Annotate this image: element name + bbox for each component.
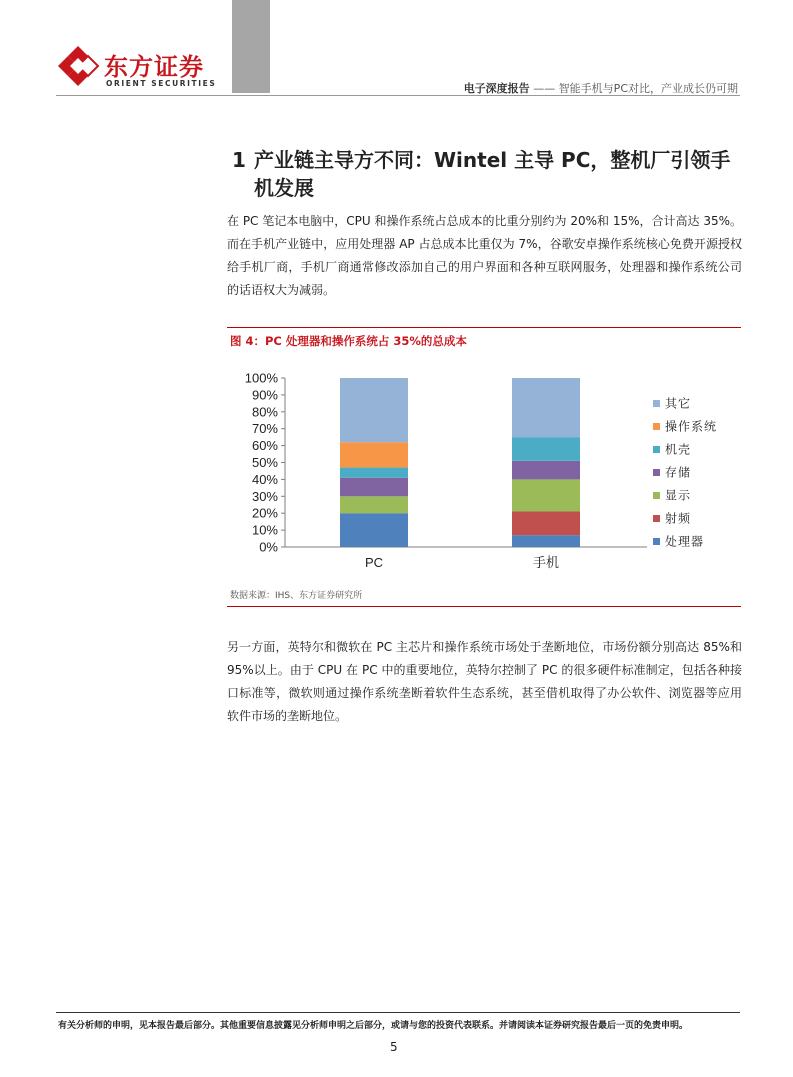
figure-title: 图 4：PC 处理器和操作系统占 35%的总成本 [230,334,467,348]
legend-swatch [653,400,660,407]
legend-label: 机壳 [665,442,692,457]
x-category-label: PC [364,555,384,570]
figure-source: 数据来源：IHS、东方证券研究所 [230,591,363,601]
y-tick-label: 50% [251,455,278,470]
y-tick-label: 70% [251,421,278,437]
section-title: 产业链主导方不同：Wintel 主导 PC，整机厂引领手机发展 [254,148,731,200]
y-tick-label: 80% [251,404,278,420]
legend-swatch [653,515,660,522]
legend-swatch [653,446,660,453]
bar-segment-1-其它 [512,378,580,437]
legend-swatch [653,492,660,499]
page-number: 5 [390,1040,398,1054]
legend-swatch [653,423,660,430]
paragraph-1: 在 PC 笔记本电脑中，CPU 和操作系统占总成本的比重分别约为 20%和 15%，合计高达 35%。而在手机产业链中，应用处理器 AP 占总成本比重仅为 7%，谷歌安卓操作系统核心免费开源授权给手机厂商，手机厂商通常修改添加自己的用户界面和各种互联网服务，处理器和操作系统公司的话语权大为减弱。 [227,214,742,297]
bar-segment-1-显示 [512,479,580,511]
y-tick-label: 20% [251,505,278,521]
legend-label: 射频 [665,511,692,526]
report-header [464,80,738,96]
legend-label: 显示 [665,488,692,503]
bar-segment-1-机壳 [512,437,580,461]
y-tick-label: 10% [251,522,278,538]
bar-segment-0-操作系统 [340,442,408,467]
y-tick-label: 100% [244,370,278,386]
footer-divider [56,1012,740,1013]
legend-swatch [653,538,660,545]
x-category-label: 手机 [532,555,560,570]
section-heading [232,146,742,202]
bar-segment-0-处理器 [340,513,408,547]
bar-segment-0-机壳 [340,468,408,478]
legend-label: 处理器 [665,534,705,549]
report-type: 电子深度报告 [463,82,530,95]
y-tick-label: 40% [251,471,278,487]
figure-top-rule [227,327,741,328]
y-tick-label: 30% [251,488,278,504]
bar-segment-0-其它 [340,378,408,442]
section-number: 1 [232,148,246,172]
report-title: —— 智能手机与PC对比，产业成长仍可期 [533,82,738,95]
legend-label: 操作系统 [665,419,718,434]
figure-bottom-rule [227,606,741,607]
bar-segment-1-处理器 [512,535,580,547]
y-tick-label: 60% [251,438,278,454]
logo-english-name: ORIENT SECURITIES [106,79,217,88]
logo-mark-icon [56,44,100,88]
bar-segment-0-显示 [340,496,408,513]
legend-swatch [653,469,660,476]
header-decor-bar [232,0,270,93]
company-logo [56,44,216,92]
legend-label: 其它 [665,396,692,411]
y-tick-label: 0% [259,539,278,555]
stacked-bar-chart [227,360,737,582]
paragraph-2: 另一方面，英特尔和微软在 PC 主芯片和操作系统市场处于垄断地位，市场份额分别高达 85%和 95%以上。由于 CPU 在 PC 中的重要地位，英特尔控制了 PC 的很多硬件标准制定，包括各种接口标准等，微软则通过操作系统垄断着软件生态系统，甚至借机取得了办公软件、浏览器等应用软件市场的垄断地位。 [227,640,742,723]
bar-segment-1-存储 [512,461,580,480]
bar-segment-1-射频 [512,512,580,536]
logo-chinese-name: 东方证券 [104,53,204,81]
bar-segment-0-存储 [340,478,408,497]
footer-disclaimer: 有关分析师的申明，见本报告最后部分。其他重要信息披露见分析师申明之后部分，或请与您的投资代表联系。并请阅读本证券研究报告最后一页的免责申明。 [58,1021,689,1031]
legend-label: 存储 [665,465,692,480]
y-tick-label: 90% [251,387,278,403]
header-divider [56,95,740,96]
